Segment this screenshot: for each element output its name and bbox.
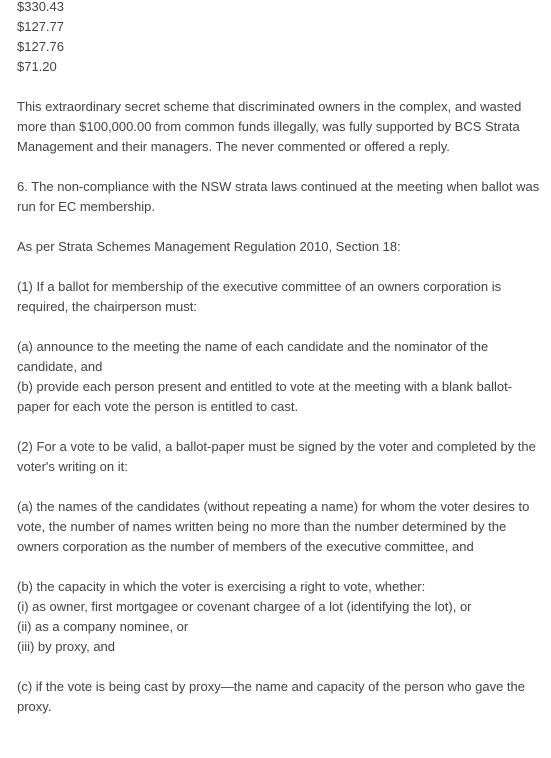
- paragraph-line: This extraordinary secret scheme that discriminated owners in the complex, and wasted more than $100,000.00 from common funds illegally, was fully supported by BCS Strata Management and their managers. The never commented or offered a reply.: [17, 99, 522, 154]
- paragraph-clause-2a: [17, 497, 545, 557]
- paragraph-point-6: [17, 177, 545, 217]
- paragraph-line: 6. The non-compliance with the NSW strata laws continued at the meeting when ballot was run for EC membership.: [17, 179, 540, 214]
- paragraph-clause-1-items: [17, 337, 545, 417]
- amount-item: $330.43: [17, 0, 64, 14]
- amount-item: $127.76: [17, 39, 64, 54]
- paragraph-line: As per Strata Schemes Management Regulation 2010, Section 18:: [17, 239, 401, 254]
- paragraph-clause-2b: [17, 577, 545, 657]
- paragraph-line: (b) the capacity in which the voter is exercising a right to vote, whether:: [17, 579, 426, 594]
- document-body: [17, 0, 545, 737]
- paragraph-regulation-ref: [17, 237, 545, 257]
- paragraph-line: (1) If a ballot for membership of the executive committee of an owners corporation is required, the chairperson must:: [17, 279, 502, 314]
- paragraph-line: (c) if the vote is being cast by proxy—the name and capacity of the person who gave the proxy.: [17, 679, 526, 714]
- paragraph-line: (a) announce to the meeting the name of each candidate and the nominator of the candidate, and: [17, 339, 489, 374]
- paragraph-clause-1: [17, 277, 545, 317]
- paragraph-scheme-support: [17, 97, 545, 157]
- paragraph-line: (a) the names of the candidates (without repeating a name) for whom the voter desires to vote, the number of names written being no more than the number determined by the owners corporation as the number of members of the executive committee, and: [17, 499, 530, 554]
- paragraph-line: (ii) as a company nominee, or: [17, 619, 189, 634]
- amount-item: $127.77: [17, 19, 64, 34]
- paragraph-line: (2) For a vote to be valid, a ballot-paper must be signed by the voter and completed by the voter's writing on it:: [17, 439, 536, 474]
- paragraph-clause-2: [17, 437, 545, 477]
- paragraph-clause-2c: [17, 677, 545, 717]
- amount-item: $71.20: [17, 59, 57, 74]
- paragraph-line: (i) as owner, first mortgagee or covenant chargee of a lot (identifying the lot), or: [17, 599, 472, 614]
- amount-list: [17, 0, 545, 77]
- paragraph-line: (b) provide each person present and entitled to vote at the meeting with a blank ballot-paper for each vote the person is entitled to cast.: [17, 379, 513, 414]
- paragraph-line: (iii) by proxy, and: [17, 639, 116, 654]
